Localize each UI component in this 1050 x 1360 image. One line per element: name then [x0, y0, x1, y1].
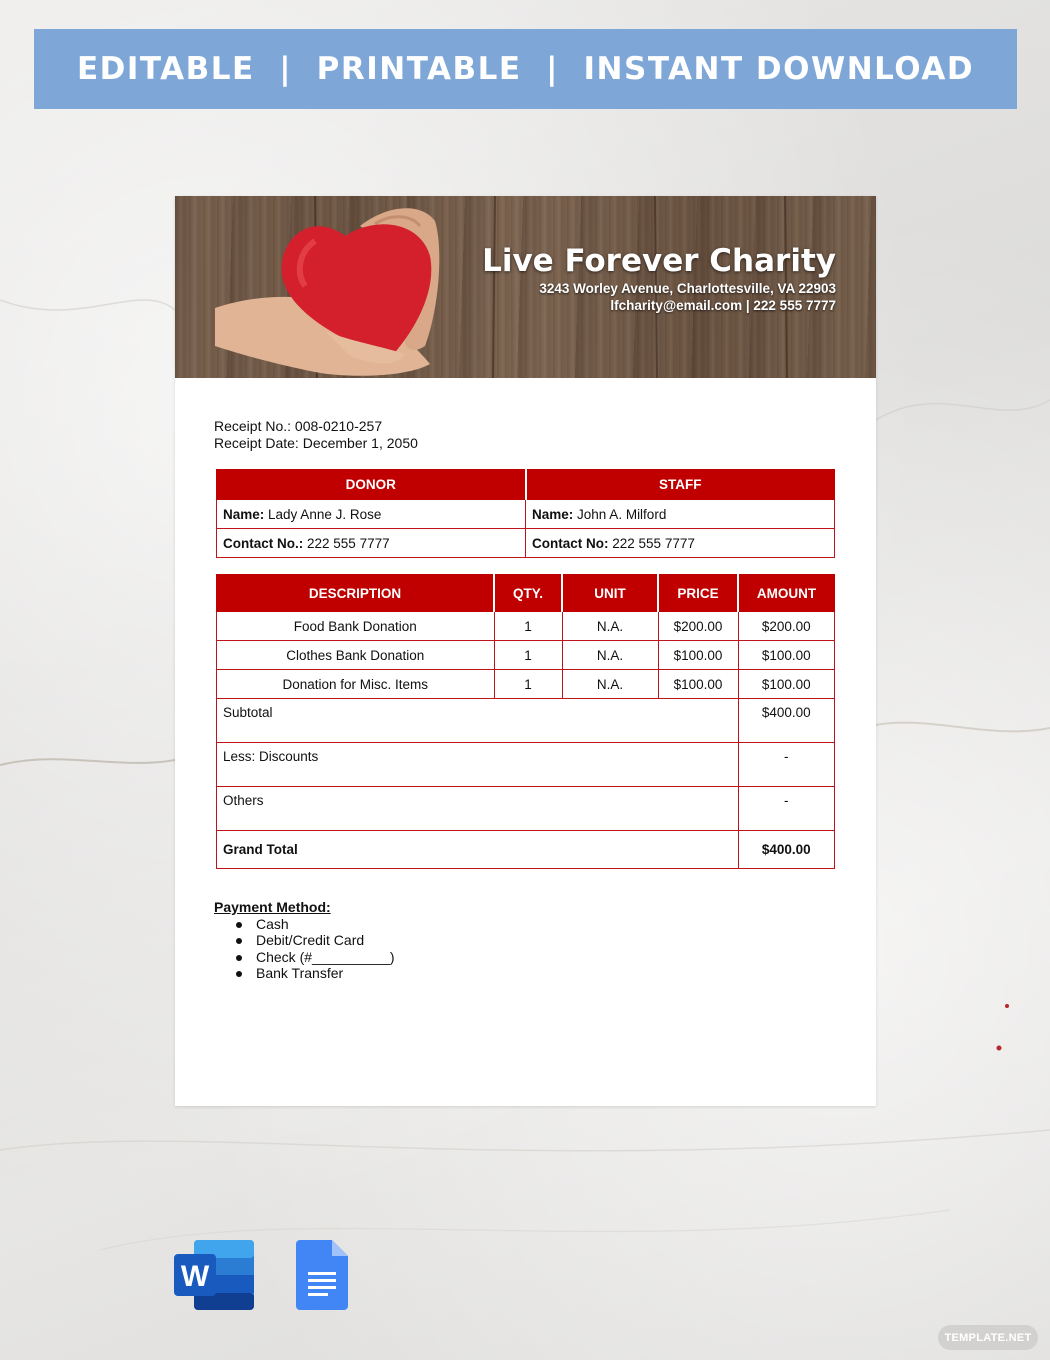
item-unit: N.A.	[562, 670, 658, 699]
staff-contact-cell	[526, 529, 835, 558]
donor-name: Lady Anne J. Rose	[268, 506, 382, 522]
item-amount: $100.00	[738, 670, 835, 699]
item-qty: 1	[494, 670, 562, 699]
amount-header: AMOUNT	[738, 575, 835, 612]
staff-name-label: Name:	[532, 506, 574, 522]
staff-name-cell	[526, 500, 835, 529]
list-item: Bank Transfer	[214, 965, 395, 982]
price-header: PRICE	[658, 575, 738, 612]
unit-header: UNIT	[562, 575, 658, 612]
microsoft-word-icon[interactable]	[174, 1240, 254, 1310]
banner-text: EDITABLE | PRINTABLE | INSTANT DOWNLOAD	[76, 51, 975, 87]
qty-header: QTY.	[494, 575, 562, 612]
discounts-label: Less: Discounts	[217, 743, 739, 787]
donor-contact: 222 555 7777	[307, 535, 390, 551]
item-qty: 1	[494, 641, 562, 670]
donor-name-label: Name:	[223, 506, 265, 522]
payment-method-section	[214, 899, 395, 982]
receipt-number: Receipt No.: 008-0210-257	[214, 418, 383, 434]
description-header: DESCRIPTION	[217, 575, 495, 612]
payment-options-list	[214, 916, 395, 982]
svg-text:W: W	[180, 1260, 210, 1293]
table-row	[217, 612, 835, 641]
organization-name: Live Forever Charity	[482, 243, 836, 279]
header-photo	[175, 196, 876, 378]
organization-contact: lfcharity@email.com | 222 555 7777	[610, 297, 836, 313]
item-description: Clothes Bank Donation	[217, 641, 495, 670]
list-item: Cash	[214, 916, 395, 933]
item-unit: N.A.	[562, 612, 658, 641]
staff-contact-label: Contact No:	[532, 535, 609, 551]
list-item: Debit/Credit Card	[214, 932, 395, 949]
subtotal-row	[217, 699, 835, 743]
app-icons	[174, 1238, 354, 1317]
item-description: Food Bank Donation	[217, 612, 495, 641]
item-price: $100.00	[658, 641, 738, 670]
item-price: $100.00	[658, 670, 738, 699]
donor-header: DONOR	[217, 470, 526, 500]
grand-total-label: Grand Total	[217, 831, 739, 869]
staff-name: John A. Milford	[577, 506, 667, 522]
receipt-meta	[214, 418, 418, 452]
item-unit: N.A.	[562, 641, 658, 670]
receipt-document	[175, 196, 876, 1106]
donor-contact-cell	[217, 529, 526, 558]
donor-name-cell	[217, 500, 526, 529]
table-row	[217, 670, 835, 699]
staff-contact: 222 555 7777	[612, 535, 695, 551]
grand-total-row	[217, 831, 835, 869]
subtotal-value: $400.00	[738, 699, 835, 743]
items-table	[216, 574, 835, 869]
list-item: Check (#__________)	[214, 949, 395, 966]
discounts-value: -	[738, 743, 835, 787]
receipt-date: Receipt Date: December 1, 2050	[214, 435, 418, 451]
item-description: Donation for Misc. Items	[217, 670, 495, 699]
organization-info	[482, 244, 836, 314]
item-amount: $200.00	[738, 612, 835, 641]
staff-header: STAFF	[526, 470, 835, 500]
app-icons-svg	[174, 1238, 354, 1312]
organization-address: 3243 Worley Avenue, Charlottesville, VA 22903	[539, 280, 836, 296]
discounts-row	[217, 743, 835, 787]
others-row	[217, 787, 835, 831]
item-price: $200.00	[658, 612, 738, 641]
others-value: -	[738, 787, 835, 831]
promo-banner	[34, 29, 1017, 109]
item-qty: 1	[494, 612, 562, 641]
others-label: Others	[217, 787, 739, 831]
template-net-watermark: TEMPLATE.NET	[938, 1325, 1038, 1350]
subtotal-label: Subtotal	[217, 699, 739, 743]
payment-method-title: Payment Method:	[214, 899, 331, 915]
table-row	[217, 641, 835, 670]
donor-staff-table	[216, 469, 835, 558]
item-amount: $100.00	[738, 641, 835, 670]
grand-total-value: $400.00	[738, 831, 835, 869]
google-docs-icon[interactable]	[296, 1240, 348, 1310]
donor-contact-label: Contact No.:	[223, 535, 304, 551]
